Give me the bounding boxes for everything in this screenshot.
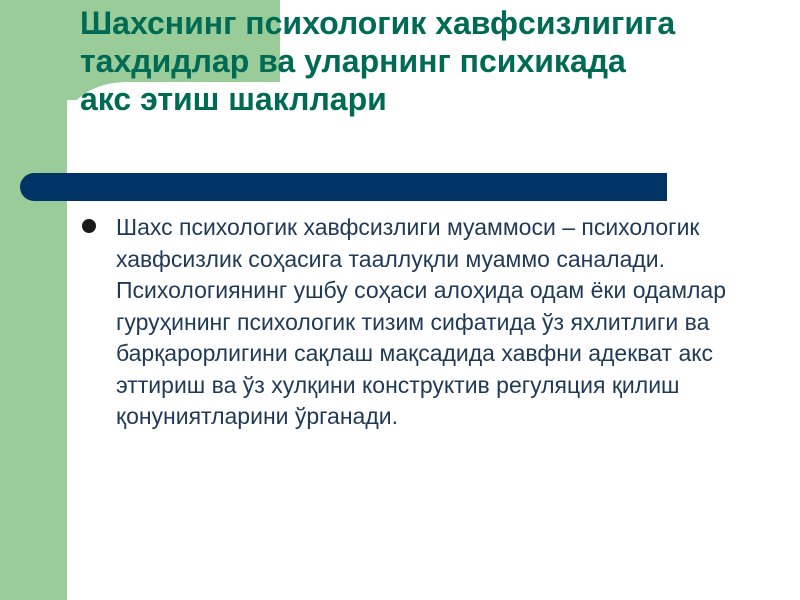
bullet-text: Шахс психологик хавфсизлиги муаммоси – психологик хавфсизлик соҳасига тааллуқли муаммо саналади. Психологиянинг ушбу соҳаси алоҳида одам ёки одамлар гуруҳининг психологик тизим сифатида ўз яхлитлиги ва барқарорлигини сақлаш мақсадида хавфни адекват акс эттириш ва ўз хулқини конструктив регуляция қилиш қонуниятларини ўрганади. [116, 214, 727, 429]
title-underline-bar [20, 173, 667, 201]
left-decorative-band [0, 0, 67, 600]
slide-title: Шахснинг психологик хавфсизлигига тахдидлар ва уларнинг психикада акс этиш шакллари [80, 5, 676, 117]
bullet-item [80, 212, 760, 433]
bullet-icon [82, 219, 96, 233]
slide-content [80, 212, 760, 433]
